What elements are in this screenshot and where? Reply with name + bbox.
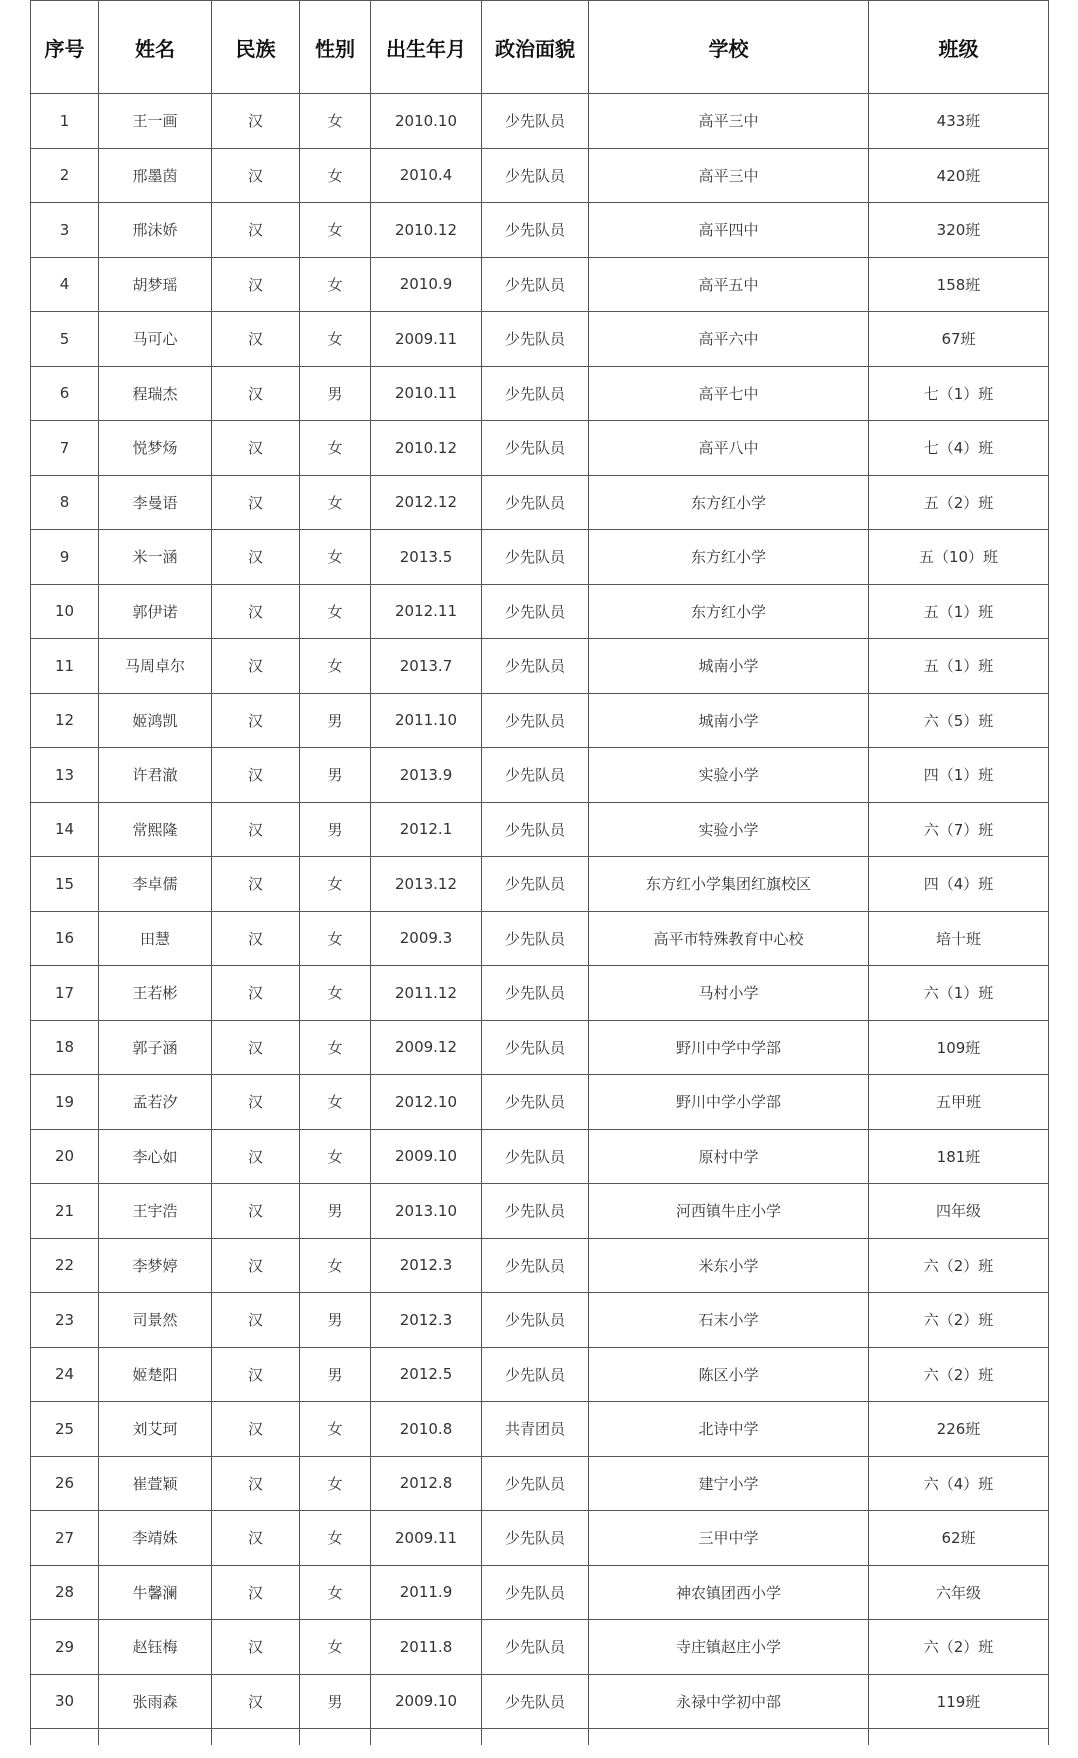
cell-ethnicity: 汉 [212, 966, 300, 1021]
cell-gender: 女 [300, 1456, 371, 1511]
empty-cell [212, 1729, 300, 1746]
cell-school: 米东小学 [589, 1238, 869, 1293]
cell-political-status: 少先队员 [482, 857, 589, 912]
cell-name: 王一画 [99, 94, 212, 149]
cell-school: 陈区小学 [589, 1347, 869, 1402]
cell-ethnicity: 汉 [212, 802, 300, 857]
table-row [31, 1293, 1049, 1348]
cell-birth-date: 2010.4 [371, 148, 482, 203]
cell-class: 433班 [869, 94, 1049, 149]
cell-political-status: 少先队员 [482, 257, 589, 312]
cell-school: 高平六中 [589, 312, 869, 367]
cell-index: 11 [31, 639, 99, 694]
cell-ethnicity: 汉 [212, 1129, 300, 1184]
cell-gender: 男 [300, 1347, 371, 1402]
cell-class: 六（2）班 [869, 1293, 1049, 1348]
cell-gender: 女 [300, 639, 371, 694]
cell-ethnicity: 汉 [212, 1184, 300, 1239]
cell-ethnicity: 汉 [212, 911, 300, 966]
cell-political-status: 少先队员 [482, 475, 589, 530]
cell-class: 七（4）班 [869, 421, 1049, 476]
cell-birth-date: 2011.10 [371, 693, 482, 748]
cell-birth-date: 2009.11 [371, 1511, 482, 1566]
cell-gender: 女 [300, 1511, 371, 1566]
cell-school: 高平市特殊教育中心校 [589, 911, 869, 966]
cell-political-status: 少先队员 [482, 802, 589, 857]
cell-gender: 女 [300, 148, 371, 203]
cell-school: 高平七中 [589, 366, 869, 421]
cell-political-status: 少先队员 [482, 1129, 589, 1184]
cell-gender: 男 [300, 693, 371, 748]
cell-birth-date: 2012.10 [371, 1075, 482, 1130]
table-row [31, 1456, 1049, 1511]
table-row [31, 1129, 1049, 1184]
cell-class: 五（10）班 [869, 530, 1049, 585]
cell-political-status: 少先队员 [482, 1620, 589, 1675]
cell-birth-date: 2009.10 [371, 1674, 482, 1729]
cell-political-status: 少先队员 [482, 1674, 589, 1729]
cell-political-status: 少先队员 [482, 584, 589, 639]
cell-political-status: 少先队员 [482, 421, 589, 476]
cell-political-status: 少先队员 [482, 312, 589, 367]
cell-class: 67班 [869, 312, 1049, 367]
cell-name: 米一涵 [99, 530, 212, 585]
table-row [31, 475, 1049, 530]
cell-gender: 男 [300, 802, 371, 857]
cell-school: 原村中学 [589, 1129, 869, 1184]
cell-ethnicity: 汉 [212, 693, 300, 748]
cell-class: 培十班 [869, 911, 1049, 966]
cell-birth-date: 2010.12 [371, 421, 482, 476]
cell-index: 14 [31, 802, 99, 857]
cell-ethnicity: 汉 [212, 1620, 300, 1675]
cell-class: 六（7）班 [869, 802, 1049, 857]
cell-index: 16 [31, 911, 99, 966]
cell-school: 高平三中 [589, 148, 869, 203]
header-index: 序号 [31, 1, 99, 94]
cell-political-status: 少先队员 [482, 1020, 589, 1075]
cell-birth-date: 2011.9 [371, 1565, 482, 1620]
cell-index: 10 [31, 584, 99, 639]
cell-gender: 女 [300, 94, 371, 149]
cell-index: 5 [31, 312, 99, 367]
student-roster-table-container [30, 0, 1049, 1745]
table-row [31, 693, 1049, 748]
cell-class: 320班 [869, 203, 1049, 258]
cell-gender: 女 [300, 475, 371, 530]
cell-name: 王若彬 [99, 966, 212, 1021]
cell-school: 高平五中 [589, 257, 869, 312]
cell-index: 25 [31, 1402, 99, 1457]
cell-class: 119班 [869, 1674, 1049, 1729]
cell-birth-date: 2009.3 [371, 911, 482, 966]
cell-gender: 女 [300, 312, 371, 367]
cell-name: 姬楚阳 [99, 1347, 212, 1402]
cell-political-status: 少先队员 [482, 1184, 589, 1239]
cell-school: 河西镇牛庄小学 [589, 1184, 869, 1239]
cell-political-status: 少先队员 [482, 1075, 589, 1130]
header-name: 姓名 [99, 1, 212, 94]
table-row [31, 1511, 1049, 1566]
cell-name: 王宇浩 [99, 1184, 212, 1239]
cell-birth-date: 2010.8 [371, 1402, 482, 1457]
cell-political-status: 少先队员 [482, 1238, 589, 1293]
header-political-status: 政治面貌 [482, 1, 589, 94]
cell-index: 18 [31, 1020, 99, 1075]
cell-gender: 男 [300, 1184, 371, 1239]
table-row [31, 94, 1049, 149]
table-row [31, 584, 1049, 639]
cell-gender: 女 [300, 1402, 371, 1457]
cell-name: 刘艾珂 [99, 1402, 212, 1457]
cell-index: 13 [31, 748, 99, 803]
cell-class: 五（2）班 [869, 475, 1049, 530]
cell-ethnicity: 汉 [212, 257, 300, 312]
cell-class: 六（5）班 [869, 693, 1049, 748]
table-row [31, 1238, 1049, 1293]
cell-class: 六（2）班 [869, 1620, 1049, 1675]
cell-birth-date: 2012.3 [371, 1238, 482, 1293]
cell-ethnicity: 汉 [212, 148, 300, 203]
cell-gender: 女 [300, 1075, 371, 1130]
cell-political-status: 少先队员 [482, 530, 589, 585]
empty-cell [99, 1729, 212, 1746]
cell-school: 东方红小学集团红旗校区 [589, 857, 869, 912]
cell-gender: 女 [300, 857, 371, 912]
cell-birth-date: 2013.9 [371, 748, 482, 803]
table-row [31, 366, 1049, 421]
cell-birth-date: 2010.9 [371, 257, 482, 312]
cell-index: 8 [31, 475, 99, 530]
cell-class: 六年级 [869, 1565, 1049, 1620]
cell-name: 许君澈 [99, 748, 212, 803]
cell-name: 牛馨澜 [99, 1565, 212, 1620]
cell-index: 24 [31, 1347, 99, 1402]
cell-political-status: 少先队员 [482, 1511, 589, 1566]
cell-political-status: 少先队员 [482, 748, 589, 803]
header-ethnicity: 民族 [212, 1, 300, 94]
cell-class: 六（4）班 [869, 1456, 1049, 1511]
cell-ethnicity: 汉 [212, 1456, 300, 1511]
cell-ethnicity: 汉 [212, 475, 300, 530]
cell-name: 姬鸿凯 [99, 693, 212, 748]
cell-school: 城南小学 [589, 693, 869, 748]
cell-political-status: 少先队员 [482, 911, 589, 966]
cell-birth-date: 2010.10 [371, 94, 482, 149]
cell-ethnicity: 汉 [212, 1674, 300, 1729]
cell-name: 马周卓尔 [99, 639, 212, 694]
cell-birth-date: 2012.3 [371, 1293, 482, 1348]
cell-political-status: 少先队员 [482, 693, 589, 748]
cell-ethnicity: 汉 [212, 1402, 300, 1457]
cell-school: 马村小学 [589, 966, 869, 1021]
table-row [31, 857, 1049, 912]
table-row [31, 1075, 1049, 1130]
cell-name: 李曼语 [99, 475, 212, 530]
cell-birth-date: 2009.12 [371, 1020, 482, 1075]
empty-cell [31, 1729, 99, 1746]
cell-name: 田慧 [99, 911, 212, 966]
cell-ethnicity: 汉 [212, 203, 300, 258]
table-row [31, 257, 1049, 312]
cell-class: 六（1）班 [869, 966, 1049, 1021]
cell-ethnicity: 汉 [212, 1293, 300, 1348]
cell-school: 石末小学 [589, 1293, 869, 1348]
cell-index: 1 [31, 94, 99, 149]
cell-class: 226班 [869, 1402, 1049, 1457]
cell-ethnicity: 汉 [212, 1511, 300, 1566]
cell-name: 胡梦瑶 [99, 257, 212, 312]
cell-name: 李梦婷 [99, 1238, 212, 1293]
table-row [31, 421, 1049, 476]
cell-school: 东方红小学 [589, 584, 869, 639]
cell-birth-date: 2012.11 [371, 584, 482, 639]
cell-birth-date: 2013.12 [371, 857, 482, 912]
table-row [31, 1184, 1049, 1239]
cell-gender: 男 [300, 1674, 371, 1729]
cell-political-status: 少先队员 [482, 966, 589, 1021]
cell-school: 野川中学中学部 [589, 1020, 869, 1075]
cell-birth-date: 2009.10 [371, 1129, 482, 1184]
cell-name: 程瑞杰 [99, 366, 212, 421]
header-birth-date: 出生年月 [371, 1, 482, 94]
cell-gender: 男 [300, 748, 371, 803]
cell-name: 赵钰梅 [99, 1620, 212, 1675]
cell-school: 建宁小学 [589, 1456, 869, 1511]
cell-gender: 女 [300, 911, 371, 966]
cell-class: 六（2）班 [869, 1238, 1049, 1293]
cell-index: 9 [31, 530, 99, 585]
cell-political-status: 少先队员 [482, 148, 589, 203]
cell-political-status: 少先队员 [482, 1293, 589, 1348]
cell-school: 实验小学 [589, 802, 869, 857]
cell-school: 东方红小学 [589, 530, 869, 585]
cell-ethnicity: 汉 [212, 1238, 300, 1293]
cell-political-status: 少先队员 [482, 94, 589, 149]
cell-index: 3 [31, 203, 99, 258]
header-class: 班级 [869, 1, 1049, 94]
cell-gender: 女 [300, 1129, 371, 1184]
cell-school: 高平三中 [589, 94, 869, 149]
cell-name: 马可心 [99, 312, 212, 367]
cell-political-status: 少先队员 [482, 203, 589, 258]
empty-cell [589, 1729, 869, 1746]
header-school: 学校 [589, 1, 869, 94]
cell-ethnicity: 汉 [212, 94, 300, 149]
cell-political-status: 少先队员 [482, 1347, 589, 1402]
cell-gender: 女 [300, 1565, 371, 1620]
cell-school: 北诗中学 [589, 1402, 869, 1457]
cell-school: 实验小学 [589, 748, 869, 803]
header-gender: 性别 [300, 1, 371, 94]
cell-political-status: 少先队员 [482, 639, 589, 694]
cell-gender: 女 [300, 1238, 371, 1293]
cell-birth-date: 2011.8 [371, 1620, 482, 1675]
empty-cell [300, 1729, 371, 1746]
cell-ethnicity: 汉 [212, 1020, 300, 1075]
cell-index: 30 [31, 1674, 99, 1729]
cell-name: 常熙隆 [99, 802, 212, 857]
cell-index: 6 [31, 366, 99, 421]
empty-cell [482, 1729, 589, 1746]
cell-index: 28 [31, 1565, 99, 1620]
cell-gender: 女 [300, 1620, 371, 1675]
header-row [31, 1, 1049, 94]
cell-school: 神农镇团西小学 [589, 1565, 869, 1620]
cell-name: 李卓儒 [99, 857, 212, 912]
cell-name: 郭伊诺 [99, 584, 212, 639]
table-row [31, 1674, 1049, 1729]
cell-class: 四年级 [869, 1184, 1049, 1239]
cell-index: 12 [31, 693, 99, 748]
cell-gender: 女 [300, 203, 371, 258]
cell-class: 七（1）班 [869, 366, 1049, 421]
cell-school: 永禄中学初中部 [589, 1674, 869, 1729]
cell-ethnicity: 汉 [212, 1565, 300, 1620]
cell-gender: 女 [300, 1020, 371, 1075]
cell-name: 李靖姝 [99, 1511, 212, 1566]
table-row [31, 530, 1049, 585]
empty-cell [371, 1729, 482, 1746]
cell-name: 李心如 [99, 1129, 212, 1184]
cell-school: 高平八中 [589, 421, 869, 476]
cell-class: 五（1）班 [869, 584, 1049, 639]
cell-class: 四（1）班 [869, 748, 1049, 803]
student-roster-table [30, 0, 1049, 1745]
table-row [31, 639, 1049, 694]
cell-class: 420班 [869, 148, 1049, 203]
cell-gender: 女 [300, 530, 371, 585]
cell-index: 7 [31, 421, 99, 476]
cell-school: 高平四中 [589, 203, 869, 258]
cell-gender: 女 [300, 257, 371, 312]
cell-political-status: 共青团员 [482, 1402, 589, 1457]
cell-index: 21 [31, 1184, 99, 1239]
cell-index: 2 [31, 148, 99, 203]
cell-ethnicity: 汉 [212, 366, 300, 421]
cell-school: 三甲中学 [589, 1511, 869, 1566]
cell-index: 29 [31, 1620, 99, 1675]
table-row [31, 911, 1049, 966]
cell-index: 20 [31, 1129, 99, 1184]
cell-class: 181班 [869, 1129, 1049, 1184]
table-row [31, 748, 1049, 803]
cell-political-status: 少先队员 [482, 366, 589, 421]
table-body [31, 94, 1049, 1746]
cell-gender: 男 [300, 1293, 371, 1348]
cell-birth-date: 2012.5 [371, 1347, 482, 1402]
table-row-partial [31, 1729, 1049, 1746]
cell-birth-date: 2012.12 [371, 475, 482, 530]
table-row [31, 802, 1049, 857]
cell-index: 23 [31, 1293, 99, 1348]
cell-birth-date: 2012.1 [371, 802, 482, 857]
cell-index: 22 [31, 1238, 99, 1293]
cell-gender: 男 [300, 366, 371, 421]
cell-birth-date: 2013.10 [371, 1184, 482, 1239]
cell-political-status: 少先队员 [482, 1565, 589, 1620]
table-row [31, 1347, 1049, 1402]
cell-ethnicity: 汉 [212, 530, 300, 585]
cell-name: 邢沫娇 [99, 203, 212, 258]
cell-political-status: 少先队员 [482, 1456, 589, 1511]
cell-index: 27 [31, 1511, 99, 1566]
cell-birth-date: 2013.7 [371, 639, 482, 694]
cell-index: 4 [31, 257, 99, 312]
cell-class: 四（4）班 [869, 857, 1049, 912]
cell-class: 62班 [869, 1511, 1049, 1566]
cell-index: 19 [31, 1075, 99, 1130]
cell-class: 五甲班 [869, 1075, 1049, 1130]
cell-ethnicity: 汉 [212, 584, 300, 639]
cell-ethnicity: 汉 [212, 748, 300, 803]
cell-gender: 女 [300, 421, 371, 476]
cell-ethnicity: 汉 [212, 1075, 300, 1130]
cell-name: 郭子涵 [99, 1020, 212, 1075]
cell-birth-date: 2010.11 [371, 366, 482, 421]
cell-birth-date: 2010.12 [371, 203, 482, 258]
table-row [31, 966, 1049, 1021]
cell-ethnicity: 汉 [212, 639, 300, 694]
cell-ethnicity: 汉 [212, 312, 300, 367]
cell-name: 悦梦炀 [99, 421, 212, 476]
cell-school: 东方红小学 [589, 475, 869, 530]
cell-index: 15 [31, 857, 99, 912]
cell-name: 邢墨茵 [99, 148, 212, 203]
cell-birth-date: 2011.12 [371, 966, 482, 1021]
cell-name: 张雨森 [99, 1674, 212, 1729]
cell-school: 寺庄镇赵庄小学 [589, 1620, 869, 1675]
cell-school: 城南小学 [589, 639, 869, 694]
cell-ethnicity: 汉 [212, 1347, 300, 1402]
table-row [31, 312, 1049, 367]
table-row [31, 203, 1049, 258]
cell-name: 司景然 [99, 1293, 212, 1348]
cell-class: 五（1）班 [869, 639, 1049, 694]
table-row [31, 1020, 1049, 1075]
cell-class: 158班 [869, 257, 1049, 312]
cell-index: 17 [31, 966, 99, 1021]
table-row [31, 1402, 1049, 1457]
table-row [31, 1565, 1049, 1620]
cell-ethnicity: 汉 [212, 857, 300, 912]
cell-birth-date: 2013.5 [371, 530, 482, 585]
table-row [31, 148, 1049, 203]
cell-birth-date: 2012.8 [371, 1456, 482, 1511]
cell-index: 26 [31, 1456, 99, 1511]
cell-birth-date: 2009.11 [371, 312, 482, 367]
table-row [31, 1620, 1049, 1675]
cell-ethnicity: 汉 [212, 421, 300, 476]
cell-name: 崔萱颖 [99, 1456, 212, 1511]
cell-school: 野川中学小学部 [589, 1075, 869, 1130]
cell-gender: 女 [300, 584, 371, 639]
empty-cell [869, 1729, 1049, 1746]
cell-name: 孟若汐 [99, 1075, 212, 1130]
cell-class: 109班 [869, 1020, 1049, 1075]
cell-gender: 女 [300, 966, 371, 1021]
cell-class: 六（2）班 [869, 1347, 1049, 1402]
